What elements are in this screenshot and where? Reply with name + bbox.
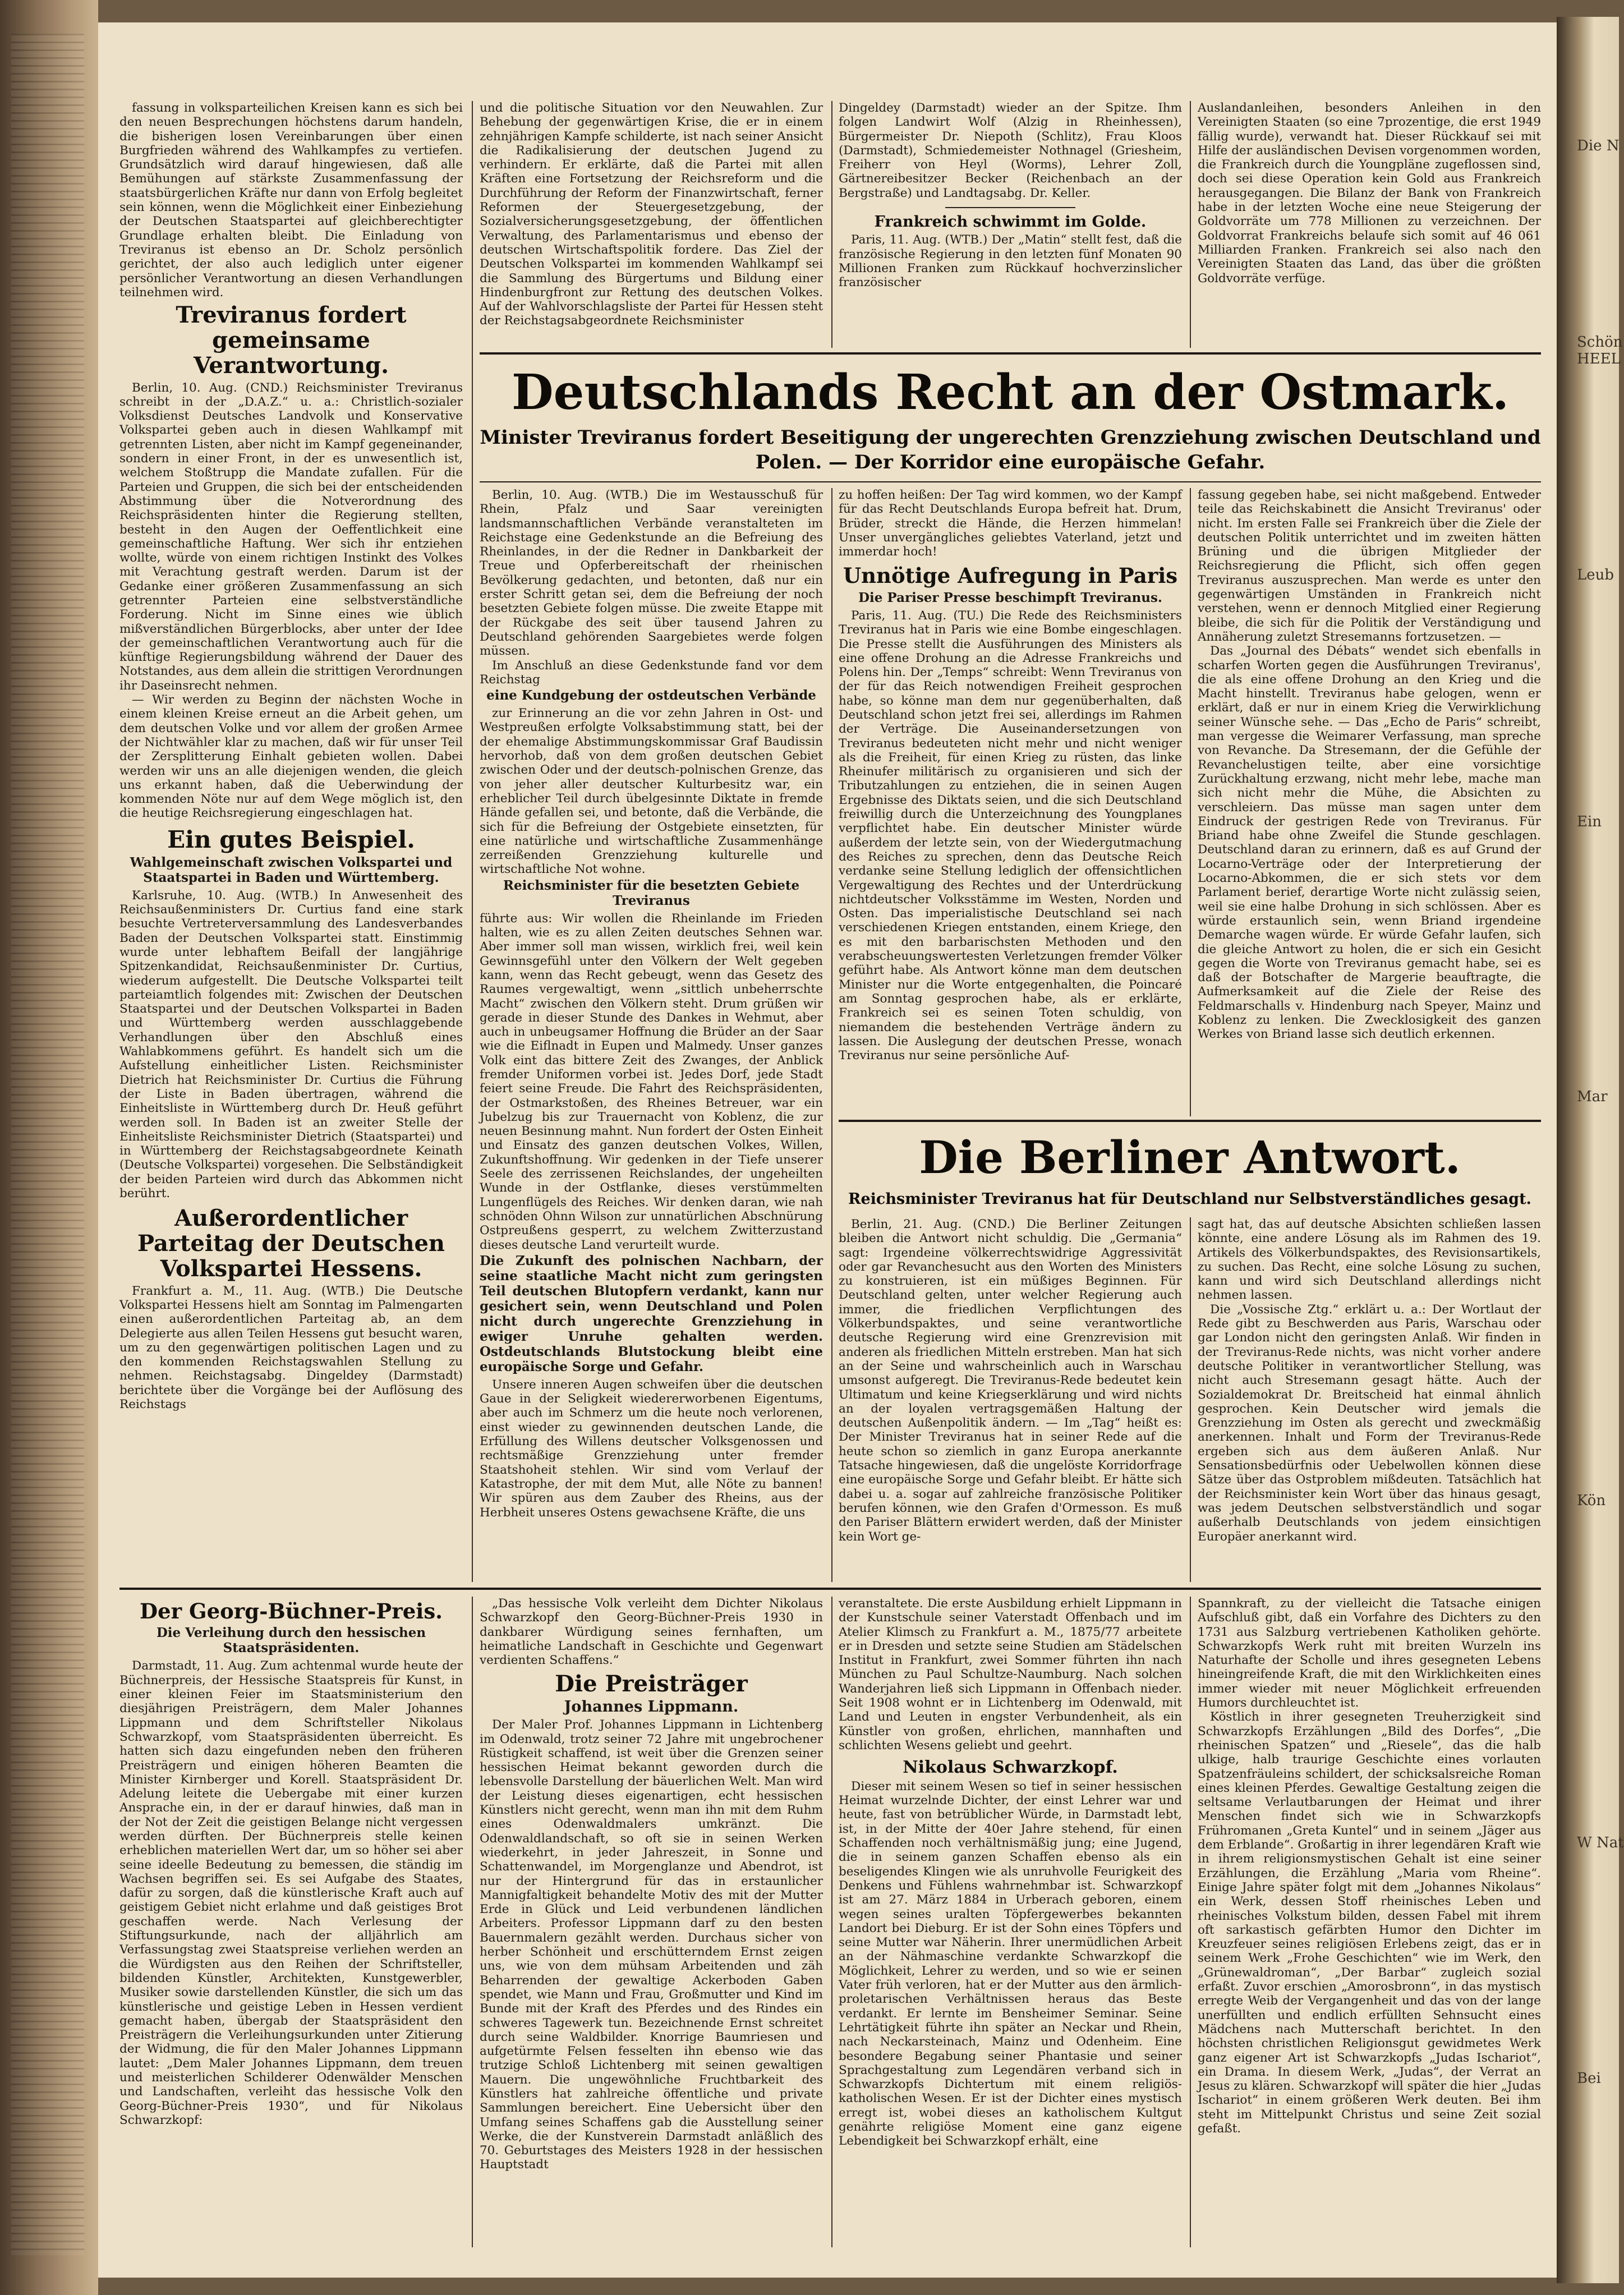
- ostmark-column-a: [480, 488, 823, 1582]
- next-page-edge: [1557, 17, 1624, 2283]
- column-divider: [831, 488, 832, 1582]
- edge-text: Die N: [1577, 137, 1620, 154]
- subheadline-lippmann: Johannes Lippmann.: [564, 1698, 739, 1716]
- article-text: — Wir werden zu Beginn der nächsten Woche in einem kleinen Kreise erneut an die Arbeit gehen, um dem deutschen Volke und vor allem der großen Armee der Nichtwähler klar zu machen, daß wir für unser Teil der Zersplitterung Einhalt gebieten wollen. Dabei werden wir uns an alle diejenigen wenden, die gleich uns erkannt haben, daß die Ueberwindung der kommenden Nöte nur auf dem Wege möglich ist, den die heutige Reichsregierung eingeschlagen hat.: [119, 693, 463, 821]
- article-text: „Das hessische Volk verleiht dem Dichter Nikolaus Schwarzkopf den Georg-Büchner-Preis 1930 in dankbarer Würdigung seines fernhaften, um heimatliche Landschaft in Geschichte und Gegenwart verdienten Schaffens.“: [480, 1597, 823, 1668]
- binding-page-stack: [11, 34, 84, 2255]
- ostmark-column-c: [1198, 488, 1541, 1116]
- edge-text: Schön HEEL: [1577, 334, 1623, 367]
- column-3-top: [839, 101, 1182, 348]
- headline-unnoetige-aufregung: Unnötige Aufregung in Paris: [843, 563, 1178, 588]
- buechner-column-b: [480, 1597, 823, 2247]
- section-rule: [119, 1588, 1541, 1590]
- column-divider: [1190, 101, 1191, 348]
- separator: [945, 207, 1076, 208]
- article-text: fassung gegeben habe, sei nicht maßgebend. Entweder teile das Reichskabinett die Ansicht Treviranus' oder nicht. Im ersten Falle sei Frankreich über die Ziele der deutschen Politik unterrichtet und im zweiten hätten Brüning und die übrigen Mitglieder der Reichsregierung die Pflicht, sich offen gegen Treviranus auszusprechen. Man werde es unter den gegenwärtigen Umständen in Frankreich nicht verstehen, wenn er dennoch Mitglied einer Regierung bleibe, die sich für die Politik der Verständigung und Annäherung zuletzt Stresemanns fortzusetzen. —: [1198, 488, 1541, 644]
- column-divider: [1190, 488, 1191, 1116]
- column-4-top: [1198, 101, 1541, 348]
- column-divider: [1190, 1597, 1191, 2247]
- headline-preistraeger: Die Preisträger: [555, 1671, 748, 1698]
- article-text: Unsere inneren Augen schweifen über die deutschen Gaue in der Seligkeit wiedererworbenen Eigentums, aber auch im Schmerz um die heute noch verlorenen, einst wieder zu gewinnenden deutschen Lande, die Erfüllung des Willens deutscher Volksgenossen und rechtsmäßige Grenzziehung unter fremder Staatshoheit stehlen. Wir sind vom Verlauf der Katastrophe, der mit dem Mut, alle Nöte zu bannen! Wir spüren aus dem Zauber des Rheins, aus der Herbheit unseres Ostens gewachsene Kräfte, die uns: [480, 1377, 823, 1520]
- ostmark-column-b: [839, 488, 1182, 1116]
- headline-berliner-antwort: Die Berliner Antwort.: [919, 1131, 1461, 1184]
- headline-buechner-preis: Der Georg-Büchner-Preis.: [139, 1599, 443, 1623]
- subheadline-wahlgemeinschaft: Wahlgemeinschaft zwischen Volkspartei und Staatspartei in Baden und Württemberg.: [130, 854, 453, 885]
- column-divider: [1190, 1217, 1191, 1582]
- edge-text: W Nat: [1577, 1834, 1624, 1851]
- column-left: [119, 101, 463, 1582]
- subheadline-reichsminister: Reichsminister für die besetzten Gebiete Treviranus: [503, 877, 800, 908]
- column-divider: [472, 1597, 473, 2247]
- article-text: Köstlich in ihrer gesegneten Treuherzigkeit sind Schwarzkopfs Erzählungen „Bild des Dorfes“, „Die rheinischen Spatzen“ und „Riesele“, das die halb ulkige, halb traurige Geschichte eines vorlauten Spatzenfräuleins schildert, der schicksalsreiche Roman eines kleinen Pferdes. Gewaltige Gestaltung zeigen die seltsame Verlautbarungen der Heimat und ihrer Menschen findet sich wie in Schwarzkopfs Frühromanen „Greta Kuntel“ und in seinem „Jäger aus dem Erblande“. Großartig in ihrer legendären Kraft wie in ihrem religionsmystischen Gehalt ist eine seiner Erzählungen, die Erzählung „Maria vom Rheine“. Einige Jahre später folgt mit dem „Johannes Nikolaus“ ein Werk, dessen Stoff rheinisches Leben und rheinisches Volkstum bilden, dessen Fabel mit ihrem oft sarkastisch gefärbten Humor den Dichter im Kreuzfeuer seines religiösen Erlebens zeigt, das er in seinem Werk „Frohe Geschichten“ wie im Werk, den „Grünewaldroman“, „Der Barbar“ zugleich sozial erfaßt. Zuvor erschien „Amorosbronn“, in das mystisch erregte Weib der Vergangenheit und das von der lange unerfüllten und endlich erfüllten Sehnsucht eines Mädchens nach Mutterschaft berichtet. In den höchsten christlichen Religionsgut gewidmetes Werk ganz eigener Art ist Schwarzkopfs „Judas Ischariot“, ein Drama. In diesem Werk, „Judas“, der Verrat an Jesus zu klären. Schwarzkopf will später die hier „Judas Ischariot“ in einem größeren Werk deuten. Bei ihm steht im Mittelpunkt Christus und seine Zeit sozial gefaßt.: [1198, 1710, 1541, 2136]
- headline-schwarzkopf: Nikolaus Schwarzkopf.: [903, 1758, 1118, 1778]
- article-text: zu hoffen heißen: Der Tag wird kommen, wo der Kampf für das Recht Deutschlands Europa befreit hat. Drum, Brüder, streckt die Hände, die Herzen himmelan! Unser unvergängliches geliebtes Vaterland, jetzt und immerdar hoch!: [839, 488, 1182, 559]
- article-text: Darmstadt, 11. Aug. Zum achtenmal wurde heute der Büchnerpreis, der Hessische Staatspreis für Kunst, in einer kleinen Feier im Staatsministerium den diesjährigen Preisträgern, dem Maler Johannes Lippmann und dem Schriftsteller Nikolaus Schwarzkopf, vom Staatspräsidenten überreicht. Es hatten sich dazu eingefunden neben den früheren Preisträgern und einigen höheren Beamten die Minister Kirnberger und Korell. Staatspräsident Dr. Adelung leitete die Uebergabe mit einer kurzen Ansprache ein, in der er darauf hinwies, daß man in der Not der Zeit die geistigen Belange nicht vergessen werden dürften. Der Büchnerpreis stelle keinen erheblichen materiellen Wert dar, um so höher sei aber seine ideelle Bedeutung zu bemessen, die ständig im Wachsen begriffen sei. Es sei Aufgabe des Staates, dafür zu sorgen, daß die künstlerische Kraft auch auf geistigem Gebiet nicht erlahme und daß geistiges Brot geschaffen werde. Nach Verlesung der Stiftungsurkunde, nach der alljährlich am Verfassungstag zwei Staatspreise verliehen werden an die Würdigsten aus den Reihen der Schriftsteller, bildenden Künstler, Architekten, Kunstgewerbler, Musiker sowie darstellenden Künstler, die sich um das künstlerische und geistige Leben in Hessen verdient gemacht haben, übergab der Staatspräsident den Preisträgern die Verleihungsurkunden unter Zitierung der Widmung, die für den Maler Johannes Lippmann lautet: „Dem Maler Johannes Lippmann, dem treuen und meisterlichen Schilderer Odenwälder Menschen und Landschaften, verleiht das hessische Volk den Georg-Büchner-Preis 1930“, und für Nikolaus Schwarzkopf:: [119, 1659, 463, 2127]
- article-text: zur Erinnerung an die vor zehn Jahren in Ost- und Westpreußen erfolgte Volksabstimmung statt, bei der der ehemalige Abstimmungskommissar Graf Baudissin hervorhob, daß von dem großen deutschen Gebiet zwischen Oder und der deutsch-polnischen Grenze, das von jeher aller deutscher Kulturbesitz war, ein erheblicher Teil durch übelgesinnte Diktate in fremde Hände gefallen sei, und betonte, daß die Verbände, die sich für die Befreiung der Ostgebiete einsetzten, für eine natürliche und wirtschaftliche Zusammenhänge zerreißenden Grenzziehung kulturelle und wirtschaftliche Not wohne.: [480, 706, 823, 877]
- section-rule: [480, 481, 1541, 482]
- subheadline-ostmark: Minister Treviranus fordert Beseitigung der ungerechten Grenzziehung zwischen Deutschland und Polen. — Der Korridor eine europäische Gefahr.: [480, 426, 1541, 473]
- article-text: Die „Vossische Ztg.“ erklärt u. a.: Der Wortlaut der Rede gibt zu Beschwerden aus Paris, Warschau oder gar London nicht den geringsten Anlaß. Wir finden in der Treviranus-Rede nichts, was nicht vorher andere deutsche Politiker in verantwortlicher Stellung, was nicht auch Stresemann gesagt hätte. Auch der Sozialdemokrat Dr. Breitscheid hat einmal ähnlich gesprochen. Kein Deutscher wird jemals die Grenzziehung im Osten als gerecht und zweckmäßig anerkennen. Inhalt und Form der Treviranus-Rede ergeben sich aus dem äußeren Anlaß. Nur Sensationsbedürfnis oder Uebelwollen können diese Sätze über das Ostproblem mißdeuten. Tatsächlich hat der Reichsminister kein Wort über das hinaus gesagt, was jedem Deutschen selbstverständlich und sogar außerhalb Deutschlands von jedem einsichtigen Europäer anerkannt wird.: [1198, 1302, 1541, 1544]
- article-text: Berlin, 10. Aug. (WTB.) Die im Westausschuß für Rhein, Pfalz und Saar vereinigten landsmannschaftlichen Verbände veranstalteten im Reichstage eine Gedenkstunde an die Befreiung des Rheinlandes, in der die Redner in Dankbarkeit der Treue und Opferbereitschaft der rheinischen Bevölkerung gedachten, und betonten, daß nur ein erster Schritt getan sei, dem die Befreiung der noch besetzten Gebiete folgen müsse. Die zweite Etappe mit der Rückgabe des seit über tausend Jahren zu Deutschland gehörenden Saargebietes werde folgen müssen.: [480, 488, 823, 659]
- section-rule: [839, 1120, 1541, 1122]
- subheadline-pariser-presse: Die Pariser Presse beschimpft Treviranus.: [858, 590, 1162, 605]
- highlighted-quote: Die Zukunft des polnischen Nachbarn, der seine staatliche Macht nicht zum geringsten Teil deutschen Blutopfern verdankt, kann nur gesichert sein, wenn Deutschland und Polen nicht durch ungerechte Grenzziehung in ewiger Unruhe gehalten werden. Ostdeutschlands Blutstockung bleibt eine europäische Sorge und Gefahr.: [480, 1253, 823, 1374]
- subheadline-kundgebung: eine Kundgebung der ostdeutschen Verbände: [486, 688, 816, 703]
- article-text: und die politische Situation vor den Neuwahlen. Zur Behebung der gegenwärtigen Krise, die er in einem zehnjährigen Kampfe schilderte, ist nach seiner Ansicht die Radikalisierung der deutschen Jugend zu verhindern. Er erklärte, daß die Partei mit allen Kräften eine Fortsetzung der Reichsreform und die Durchführung der Reform der Finanzwirtschaft, ferner Reformen der Steuergesetzgebung, der Sozialversicherungsgesetzgebung, der öffentlichen Verwaltung, des Parlamentarismus und ebenso der deutschen Wirtschaftspolitik fordere. Das Ziel der Deutschen Volkspartei im kommenden Wahlkampf sei die Sammlung des Bürgertums und Bildung einer Hindenburgfront zur Rettung des deutschen Volkes. Auf der Wahlvorschlagsliste der Partei für Hessen steht der Reichstagsabgeordnete Reichsminister: [480, 101, 823, 328]
- headline-ostmark: Deutschlands Recht an der Ostmark.: [512, 364, 1509, 421]
- article-text: Berlin, 10. Aug. (CND.) Reichsminister Treviranus schreibt in der „D.A.Z.“ u. a.: Christlich-sozialer Volksdienst Deutsches Landvolk und Konservative Volkspartei geben auch in diesen Wahlkampf mit getrennten Listen, aber nicht im Kampf gegeneinander, sondern in einer Front, in der es unwesentlich ist, welchem Stoßtrupp die Mandate zufallen. Für die Parteien und Gruppen, die sich bei der entscheidenden Abstimmung über die Notverordnung des Reichspräsidenten hinter die Regierung stellten, besteht in den Augen der Oeffentlichkeit eine gemeinschaftliche Haftung. Wer sich ihr entziehen wollte, würde von einem richtigen Instinkt des Volkes mit Verachtung gestraft werden. Darum ist der Gedanke einer größeren Zusammenfassung an sich getrennter Parteien eine selbstverständliche Forderung. Nicht im Sinne eines wie üblich mißverständlichen Bürgerblocks, aber unter der Idee der gemeinschaftlichen Verantwortung auch für die künftige Regierungsbildung während der Dauer des Notstandes, aus dem allein die strittigen Verordnungen ihr Daseinsrecht nehmen.: [119, 380, 463, 693]
- article-text: veranstaltete. Die erste Ausbildung erhielt Lippmann in der Kunstschule seiner Vaterstadt Offenbach und im Atelier Klimsch zu Frankfurt a. M., 1875/77 arbeitete er in Dresden und setzte seine Studien am Städelschen Institut in Frankfurt, zwei Sommer führten ihn nach München zu Paul Schultze-Naumburg. Nach solchen Wanderjahren ließ sich Lippmann in Offenbach nieder. Seit 1908 wohnt er in Lichtenberg im Odenwald, mit Land und Leuten in engster Verbundenheit, als ein Künstler von großen, ehrlichen, mannhaften und schlichten Wesens geliebt und geehrt.: [839, 1597, 1182, 1753]
- newspaper-page: [98, 22, 1557, 2278]
- edge-text: Ein: [1577, 813, 1602, 830]
- subheadline-berliner-antwort: Reichsminister Treviranus hat für Deutschland nur Selbstverständliches gesagt.: [848, 1190, 1531, 1208]
- column-divider: [472, 101, 473, 1582]
- headline-treviranus-verantwortung: Treviranus fordert gemeinsame Verantwortung.: [176, 302, 407, 379]
- column-2-top: [480, 101, 823, 348]
- article-text: Karlsruhe, 10. Aug. (WTB.) In Anwesenheit des Reichsaußenministers Dr. Curtius fand eine stark besuchte Vertreterversammlung des Landesverbandes Baden der Deutschen Volkspartei statt. Einstimmig wurde unter lebhaftem Beifall der langjährige Spitzenkandidat, Reichsaußenminister Dr. Curtius, wiederum aufgestellt. Die Deutsche Volkspartei teilt parteiamtlich folgendes mit: Zwischen der Deutschen Staatspartei und der Deutschen Volkspartei in Baden und Württemberg werden ausschlaggebende Verhandlungen über den Abschluß eines Wahlabkommens geführt. Es handelt sich um die Aufstellung einheitlicher Listen. Reichsminister Dietrich hat Reichsminister Dr. Curtius die Führung der Liste in Baden übertragen, während die Einheitsliste in Württemberg durch Dr. Heuß geführt werden soll. In Baden ist an zweiter Stelle der Einheitsliste Reichsminister Dietrich (Staatspartei) und in Württemberg der Reichstagsabgeordnete Keinath (Deutsche Volkspartei) vorgesehen. Die Selbständigkeit der beiden Parteien wird durch das Abkommen nicht berührt.: [119, 888, 463, 1201]
- edge-text: Kön: [1577, 1492, 1606, 1509]
- article-text: Dieser mit seinem Wesen so tief in seiner hessischen Heimat wurzelnde Dichter, der einst Lehrer war und heute, fast von betrüblicher Würde, in Darmstadt lebt, ist, in der Mitte der 40er Jahre stehend, für einen Schaffenden noch verhältnismäßig jung; eine Jugend, die in seinem ganzen Schaffen ebenso als ein beseligendes Klingen wie als unruhvolle Feurigkeit des Denkens und Fühlens wahrnehmbar ist. Schwarzkopf ist am 27. März 1884 in Urberach geboren, einem wegen seines uralten Töpfergewerbes bekannten Landort bei Dieburg. Er ist der Sohn eines Töpfers und seine Mutter war Näherin. Ihrer unermüdlichen Arbeit an der Nähmaschine verdankte Schwarzkopf die Möglichkeit, Lehrer zu werden, und so wie er seinen Vater früh verloren, hat er der Mutter aus den ärmlich-proletarischen Verhältnissen heraus das Beste verdankt. Er lernte im Bensheimer Seminar. Seine Lehrtätigkeit führte ihn später an Neckar und Rhein, nach Neckarsteinach, Mainz und Odenheim. Eine besondere Begabung seiner Phantasie und seiner Sprachgestaltung zum Legendären verband sich in Schwarzkopfs Dichtertum mit einem religiös-katholischen Wesen. Er ist der Dichter eines mystisch erregt ist, wobei dieses an katholischem Kultgut genährte religiöse Moment eine ganz eigene Lebendigkeit bei Schwarzkopf erhält, eine: [839, 1779, 1182, 2149]
- article-text: Dingeldey (Darmstadt) wieder an der Spitze. Ihm folgen Landwirt Wolf (Alzig in Rheinhessen), Bürgermeister Dr. Niepoth (Schlitz), Frau Kloos (Darmstadt), Schmiedemeister Nothnagel (Griesheim, Freiherr von Heyl (Worms), Lehrer Zoll, Gärtnereibesitzer Becker (Reichenbach an der Bergstraße) und Landtagsabg. Dr. Keller.: [839, 101, 1182, 200]
- article-text: führte aus: Wir wollen die Rheinlande im Frieden halten, wie es zu allen Zeiten deutsches Sehnen war. Aber immer soll man wissen, wirklich frei, weil kein Gewinnsgefühl unter den Völkern der Welt gegeben kann, wenn das Recht gebeugt, wenn das Gesetz des Raumes vergewaltigt, wenn „sittlich unbeherrschte Macht“ zwischen den Völkern steht. Drum grüßen wir gerade in dieser Stunde des Dankes in Wehmut, aber auch in unbeugsamer Hoffnung die Brüder an der Saar wie die Eiflnadt in Eupen und Malmedy. Unser ganzes Volk eint das bittere Zeit des Zwanges, der Anblick fremder Uniformen vorbei ist. Jedes Dorf, jede Stadt feiert seine Freude. Die Fahrt des Reichspräsidenten, der Ostmarkstoßen, des Rheines Betreuer, war ein Jubelzug bis zur Trauernacht von Koblenz, die zur neuen Besinnung mahnt. Nun fordert der Osten Einheit und Einsatz des ganzen deutschen Volkes, Willen, Zukunftshoffnung. Wir gedenken in der Tiefe unserer Seele des zerrissenen Reichslandes, der ungeheilten Wunde in der Ostflanke, dieses verstümmelten Lungenflügels des Reiches. Wir denken daran, wie nah schnöden Ohnn Wilson zur unnatürlichen Abschnürung Ostpreußens gesperrt, zu welchem Zwitterzustand dieses deutsche Land verurteilt wurde.: [480, 911, 823, 1252]
- article-text: sagt hat, das auf deutsche Absichten schließen lassen könnte, eine andere Lösung als im Rahmen des 19. Artikels des Völkerbundspaktes, des Revisionsartikels, zu suchen. Das Recht, eine solche Lösung zu suchen, kann und wird sich Deutschland allerdings nicht nehmen lassen.: [1198, 1217, 1541, 1303]
- article-text: Das „Journal des Débats“ wendet sich ebenfalls in scharfen Worten gegen die Ausführungen Treviranus', die als eine offene Drohung an den Krieg und die Macht hinstellt. Treviranus habe gelogen, wenn er erklärt, daß er nur in einem Krieg die Verwirklichung seiner Wünsche sehe. — Das „Echo de Paris“ schreibt, man vergesse die Weimarer Verfassung, man spreche von Revanche. Da Stresemann, der die Gefühle der Revanchelustigen teilte, aber eine vorsichtige Zurückhaltung erzwang, nicht mehr lebe, mache man sich nicht mehr die Mühe, die Absichten zu verschleiern. Das müsse man sagen unter dem Eindruck der gestrigen Rede von Treviranus. Für Briand habe ohne Zweifel die Stunde geschlagen. Deutschland daran zu erinnern, daß es auf Grund der Locarno-Verträge oder der Interpretierung der Locarno-Abkommen, die er sich stets vor dem Parlament berief, derartige Worte nicht zulässig seien, weil sie eine halbe Drohung in sich schlössen. Aber es würde erstaunlich sein, wenn Briand irgendeine Demarche wagen würde. Er würde Gefahr laufen, sich die gleiche Antwort zu holen, die er sich ein Gesicht gegen die Worte von Treviranus gemacht habe, sei es daß der Botschafter de Margerie beauftragte, die Aufmerksamkeit auf die Ziele der Reise des Feldmarschalls v. Hindenburg nach Speyer, Mainz und Koblenz zu lenken. Die Zwecklosigkeit des ganzen Werkes von Briand lasse sich deutlich erkennen.: [1198, 644, 1541, 1042]
- headline-gutes-beispiel: Ein gutes Beispiel.: [167, 825, 415, 853]
- buechner-column-c: [839, 1597, 1182, 2247]
- article-text: Im Anschluß an diese Gedenkstunde fand vor dem Reichstag: [480, 658, 823, 687]
- article-text: Paris, 11. Aug. (TU.) Die Rede des Reichsministers Treviranus hat in Paris wie eine Bombe eingeschlagen. Die Presse stellt die Ausführungen des Ministers als eine offene Drohung an die Adresse Frankreichs und Polens hin. Der „Temps“ schreibt: Wenn Treviranus von der für das Reich notwendigen Freiheit gesprochen habe, so könne man dem nur gegenüberhalten, daß Deutschland schon jetzt frei sei, allerdings im Rahmen der Verträge. Die Auseinandersetzungen von Treviranus bedeuteten nicht mehr und nicht weniger als die Freiheit, für einen Krieg zu rüsten, das linke Rheinufer militärisch zu organisieren und sich der Tributzahlungen zu entziehen, die in seinen Augen Ergebnisse des Diktats seien, und die sich Deutschland freiwillig durch die Unterzeichnung des Youngplanes verpflichtet habe. Ein deutscher Minister würde außerdem der letzte sein, von der Wiedergutmachung des Reiches zu sprechen, denn das Deutsche Reich verdanke seine Stellung lediglich der offensichtlichen Vergewaltigung des Rechtes und der Unterdrückung nichtdeutscher Volksstämme im Westen, Norden und Osten. Das imperialistische Deutschland sei nach verschiedenen Kriegen entstanden, einem Kriege, den es mit den barbarischsten Methoden und den verabscheuungswertesten Verletzungen fremder Völker geführt habe. Als Antwort könne man dem deutschen Minister nur die Worte entgegenhalten, die Poincaré am Sonntag gesprochen habe, als er erklärte, Frankreich sei es seinen Toten schuldig, von niemandem die bestehenden Verträge ändern zu lassen. Die Auslegung der deutschen Presse, wonach Treviranus nur seine persönliche Auf-: [839, 608, 1182, 1063]
- article-text: Paris, 11. Aug. (WTB.) Der „Matin“ stellt fest, daß die französische Regierung in den letzten fünf Monaten 90 Millionen Franken zum Rückkauf hochverzinslicher französischer: [839, 233, 1182, 290]
- headline-parteitag-hessen: Außerordentlicher Parteitag der Deutschen Volkspartei Hessens.: [137, 1205, 445, 1282]
- berliner-column-a: [839, 1217, 1182, 1582]
- column-divider: [831, 101, 832, 348]
- edge-text: Leub: [1577, 567, 1614, 583]
- edge-text: Mar: [1577, 1088, 1608, 1105]
- berliner-column-b: [1198, 1217, 1541, 1582]
- article-text: Spannkraft, zu der vielleicht die Tatsache einigen Aufschluß gibt, daß ein Vorfahre des Dichters zu den 1731 aus Salzburg vertriebenen Katholiken gehörte. Schwarzkopfs Werk ruht mit breiten Wurzeln ins Naturhafte der Scholle und ihres gesegneten Lebens hineingreifende Kraft, die mit den Wirklichkeiten eines immer wieder mit neuer Möglichkeit erfreuenden Humors durchleuchtet ist.: [1198, 1597, 1541, 1710]
- article-text: fassung in volksparteilichen Kreisen kann es sich bei den neuen Besprechungen höchstens darum handeln, die bisherigen losen Vereinbarungen über einen Burgfrieden während des Wahlkampfes zu vertiefen. Grundsätzlich wird darauf hingewiesen, daß alle Bemühungen auf stärkste Zusammenfassung der staatsbürgerlichen Kräfte nur dann von Erfolg begleitet sein können, wenn die Möglichkeit einer Einbeziehung der Deutschen Staatspartei auf gleichberechtigter Grundlage erhalten bleibt. Die Einladung von Treviranus ist ebenso an Dr. Scholz persönlich gerichtet, der also auch lediglich unter eigener persönlicher Verantwortung an diesen Verhandlungen teilnehmen wird.: [119, 101, 463, 300]
- column-divider: [831, 1597, 832, 2247]
- buechner-column-a: [119, 1597, 463, 2247]
- book-binding: [0, 0, 98, 2295]
- subheadline-verleihung: Die Verleihung durch den hessischen Staatspräsidenten.: [156, 1625, 426, 1656]
- article-text: Frankfurt a. M., 11. Aug. (WTB.) Die Deutsche Volkspartei Hessens hielt am Sonntag im Palmengarten einen außerordentlichen Parteitag ab, an dem Delegierte aus allen Teilen Hessens gut besucht waren, um zu den gegenwärtigen politischen Lagen und zu den kommenden Reichstagswahlen Stellung zu nehmen. Reichstagsabg. Dingeldey (Darmstadt) berichtete über die Vorgänge bei der Auflösung des Reichstags: [119, 1284, 463, 1412]
- article-text: Berlin, 21. Aug. (CND.) Die Berliner Zeitungen bleiben die Antwort nicht schuldig. Die „Germania“ sagt: Irgendeine völkerrechtswidrige Aggressivität oder gar Revanchesucht aus den Worten des Ministers zu konstruieren, ist ein müßiges Beginnen. Für Deutschland gelten, unter welcher Regierung auch immer, die friedlichen Verpflichtungen des Völkerbundspaktes, und seine verantwortliche deutsche Regierung wird eine Grenzrevision mit anderen als friedlichen Mitteln erstreben. Man hat sich an der Seine und wahrscheinlich auch in Warschau umsonst aufgeregt. Die Treviranus-Rede bedeutet kein Ultimatum und keine Kriegserklärung und wird nichts an der loyalen vertragsgemäßen Haltung der deutschen Außenpolitik ändern. — Im „Tag“ heißt es: Der Minister Treviranus hat in seiner Rede auf die heute schon so ziemlich in ganz Europa anerkannte Tatsache hingewiesen, daß die ungelöste Korridorfrage eine europäische Sorge und Gefahr bleibt. Er hätte sich dabei u. a. sogar auf zahlreiche französische Politiker berufen können, wie den Grafen d'Ormesson. Es muß den Pariser Blättern erwidert werden, daß der Minister kein Wort ge-: [839, 1217, 1182, 1544]
- headline-frankreich-golde: Frankreich schwimmt im Golde.: [874, 213, 1147, 231]
- edge-text: Bei: [1577, 2070, 1601, 2087]
- section-rule: [480, 352, 1541, 355]
- article-text: Auslandanleihen, besonders Anleihen in den Vereinigten Staaten (so eine 7prozentige, die erst 1949 fällig wurde), verwandt hat. Dieser Rückkauf sei mit Hilfe der ausländischen Devisen vorgenommen worden, die Frankreich durch die Youngpläne zugeflossen sind, doch sei diese Operation kein Gold aus Frankreich herausgegangen. Die Bilanz der Bank von Frankreich habe in der letzten Woche eine neue Steigerung der Goldvorräte um 778 Millionen zu verzeichnen. Der Goldvorrat Frankreichs belaufe sich somit auf 46 061 Milliarden Franken. Frankreich sei also nach den Vereinigten Staaten das Land, das über die größten Goldvorräte verfüge.: [1198, 101, 1541, 286]
- article-text: Der Maler Prof. Johannes Lippmann in Lichtenberg im Odenwald, trotz seiner 72 Jahre mit ungebrochener Rüstigkeit schaffend, ist weit über die Grenzen seiner hessischen Heimat bekannt geworden durch die lebensvolle Darstellung der bäuerlichen Welt. Man wird der Leistung dieses eigenartigen, echt hessischen Künstlers nicht gerecht, wenn man ihn mit dem Ruhm eines Odenwaldmalers umkränzt. Die Odenwaldlandschaft, so oft sie in seinen Werken wiederkehrt, in jeder Jahreszeit, in Sonne und Schattenwandel, im Morgenglanze und Abendrot, ist nur der Hintergrund für das in erstaunlicher Mannigfaltigkeit behandelte Motiv des mit der Mutter Erde in Glück und Leid verbundenen ländlichen Arbeiters. Professor Lippmann darf zu den besten Bauernmalern gezählt werden. Durchaus sicher von herber Schönheit und erschütterndem Ernst zeigen uns, wie von dem mühsam Arbeitenden und zäh Beharrenden der gewaltige Ackerboden Gaben spendet, wie Mann und Frau, Großmutter und Kind im Bunde mit der Kraft des Pferdes und des Rindes ein schweres Tagewerk tun. Bezeichnende Ernst schreitet durch seine Waldbilder. Knorrige Baumriesen und aufgetürmte Felsen fesselten ihn ebenso wie das trutzige Schloß Lichtenberg mit seinen gewaltigen Mauern. Die ungewöhnliche Fruchtbarkeit des Künstlers hat zahlreiche öffentliche und private Sammlungen bereichert. Eine Uebersicht über den Umfang seines Schaffens gab die Ausstellung seiner Werke, die der Kunstverein Darmstadt anläßlich des 70. Geburtstages des Meisters 1928 in der hessischen Hauptstadt: [480, 1718, 823, 2172]
- buechner-column-d: [1198, 1597, 1541, 2247]
